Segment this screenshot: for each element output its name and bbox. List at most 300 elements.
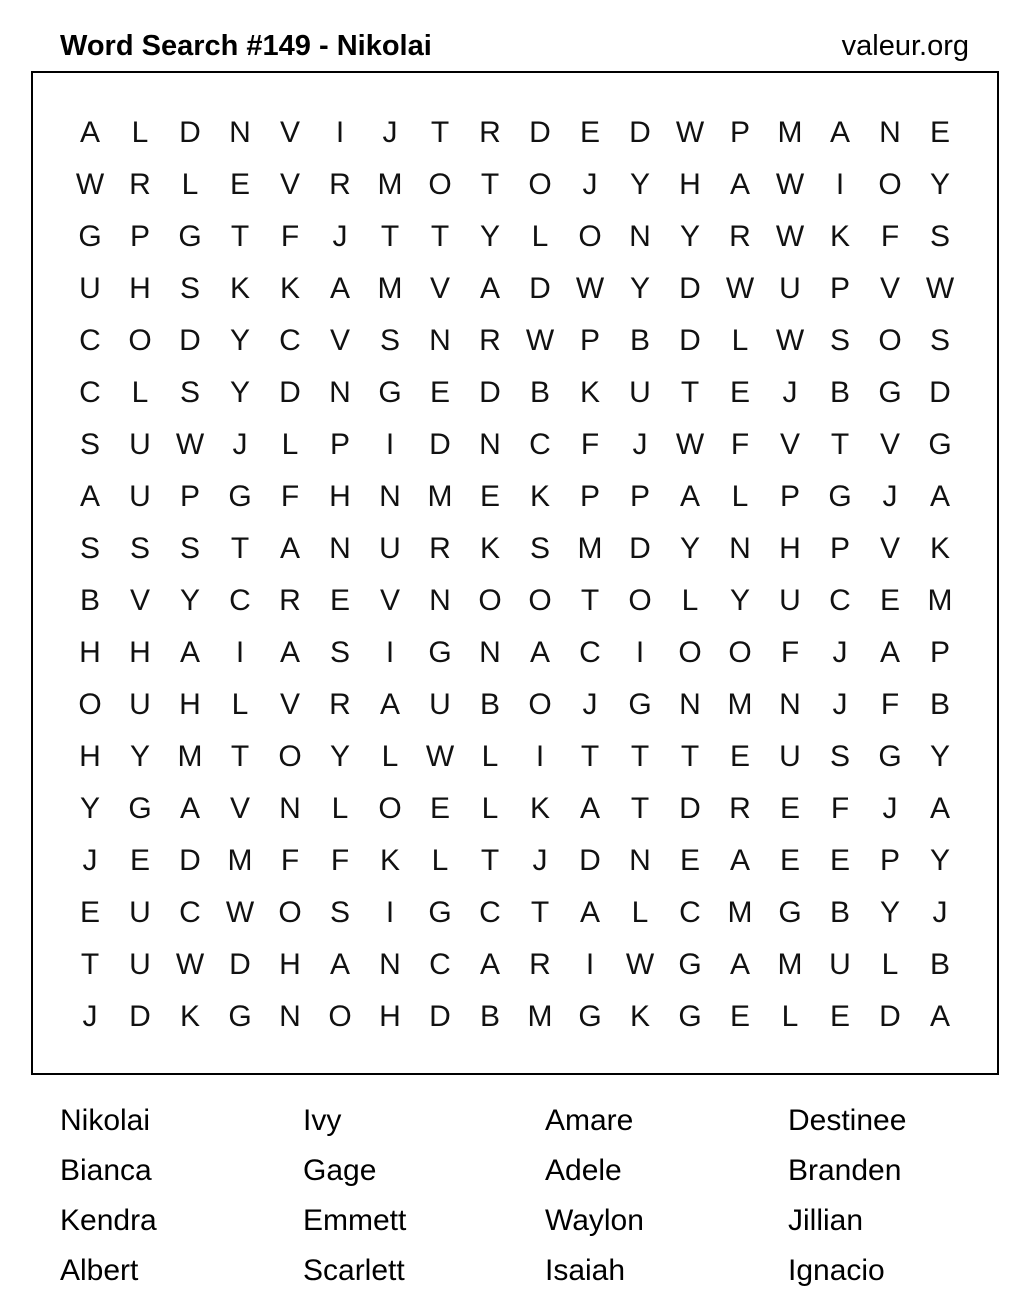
grid-letter[interactable]: G: [878, 376, 902, 409]
grid-letter[interactable]: T: [430, 220, 450, 253]
grid-letter[interactable]: D: [179, 324, 201, 357]
grid-letter[interactable]: J: [632, 428, 648, 461]
grid-letter[interactable]: T: [230, 532, 250, 565]
grid-letter[interactable]: M: [177, 740, 203, 773]
grid-letter[interactable]: N: [229, 116, 251, 149]
grid-letter[interactable]: S: [329, 896, 350, 929]
grid-letter[interactable]: W: [75, 168, 105, 201]
grid-letter[interactable]: A: [79, 480, 100, 513]
grid-letter[interactable]: S: [379, 324, 400, 357]
grid-letter[interactable]: O: [128, 324, 152, 357]
grid-letter[interactable]: O: [728, 636, 752, 669]
grid-letter[interactable]: D: [879, 1000, 901, 1033]
grid-letter[interactable]: H: [79, 740, 101, 773]
grid-letter[interactable]: S: [529, 532, 550, 565]
grid-letter[interactable]: O: [628, 584, 652, 617]
grid-letter[interactable]: G: [828, 480, 852, 513]
grid-letter[interactable]: D: [479, 376, 501, 409]
grid-letter[interactable]: S: [129, 532, 150, 565]
grid-letter[interactable]: V: [279, 168, 300, 201]
grid-letter[interactable]: V: [779, 428, 800, 461]
grid-letter[interactable]: W: [425, 740, 455, 773]
grid-letter[interactable]: L: [881, 948, 899, 981]
grid-letter[interactable]: B: [629, 324, 650, 357]
grid-letter[interactable]: G: [878, 740, 902, 773]
grid-letter[interactable]: Y: [179, 584, 200, 617]
grid-letter[interactable]: U: [129, 688, 151, 721]
grid-letter[interactable]: W: [675, 116, 705, 149]
grid-letter[interactable]: M: [727, 688, 753, 721]
grid-letter[interactable]: P: [729, 116, 750, 149]
grid-letter[interactable]: A: [579, 792, 600, 825]
grid-letter[interactable]: D: [279, 376, 301, 409]
grid-letter[interactable]: F: [280, 844, 300, 877]
grid-letter[interactable]: A: [279, 532, 300, 565]
grid-letter[interactable]: M: [577, 532, 603, 565]
grid-letter[interactable]: L: [731, 480, 749, 513]
grid-letter[interactable]: J: [582, 688, 598, 721]
grid-letter[interactable]: L: [531, 220, 549, 253]
grid-letter[interactable]: A: [879, 636, 900, 669]
grid-letter[interactable]: F: [880, 688, 900, 721]
grid-letter[interactable]: K: [629, 1000, 650, 1033]
grid-letter[interactable]: L: [681, 584, 699, 617]
grid-letter[interactable]: N: [429, 324, 451, 357]
grid-letter[interactable]: U: [129, 428, 151, 461]
grid-letter[interactable]: P: [779, 480, 800, 513]
grid-letter[interactable]: R: [479, 324, 501, 357]
grid-letter[interactable]: G: [178, 220, 202, 253]
grid-letter[interactable]: E: [479, 480, 500, 513]
grid-letter[interactable]: A: [279, 636, 300, 669]
grid-letter[interactable]: V: [429, 272, 450, 305]
grid-letter[interactable]: S: [829, 740, 850, 773]
grid-letter[interactable]: A: [579, 896, 600, 929]
grid-letter[interactable]: N: [429, 584, 451, 617]
grid-letter[interactable]: C: [79, 376, 101, 409]
grid-letter[interactable]: V: [129, 584, 150, 617]
grid-letter[interactable]: U: [779, 740, 801, 773]
grid-letter[interactable]: G: [228, 1000, 252, 1033]
grid-letter[interactable]: I: [635, 636, 645, 669]
grid-letter[interactable]: U: [129, 948, 151, 981]
grid-letter[interactable]: V: [279, 116, 300, 149]
grid-letter[interactable]: O: [878, 168, 902, 201]
grid-letter[interactable]: A: [829, 116, 850, 149]
grid-letter[interactable]: V: [229, 792, 250, 825]
grid-letter[interactable]: A: [929, 480, 950, 513]
grid-letter[interactable]: Y: [129, 740, 150, 773]
grid-letter[interactable]: O: [878, 324, 902, 357]
grid-letter[interactable]: H: [129, 636, 151, 669]
grid-letter[interactable]: F: [280, 220, 300, 253]
grid-letter[interactable]: G: [678, 948, 702, 981]
grid-letter[interactable]: C: [229, 584, 251, 617]
grid-letter[interactable]: L: [181, 168, 199, 201]
grid-letter[interactable]: E: [729, 1000, 750, 1033]
grid-letter[interactable]: Y: [729, 584, 750, 617]
grid-letter[interactable]: U: [629, 376, 651, 409]
grid-letter[interactable]: P: [329, 428, 350, 461]
grid-letter[interactable]: R: [529, 948, 551, 981]
grid-letter[interactable]: E: [129, 844, 150, 877]
grid-letter[interactable]: T: [580, 584, 600, 617]
grid-letter[interactable]: A: [729, 948, 750, 981]
grid-letter[interactable]: B: [829, 376, 850, 409]
grid-letter[interactable]: E: [829, 844, 850, 877]
grid-letter[interactable]: B: [929, 948, 950, 981]
grid-letter[interactable]: U: [129, 480, 151, 513]
grid-letter[interactable]: O: [278, 740, 302, 773]
grid-letter[interactable]: U: [379, 532, 401, 565]
grid-letter[interactable]: A: [79, 116, 100, 149]
grid-letter[interactable]: S: [329, 636, 350, 669]
grid-letter[interactable]: F: [830, 792, 850, 825]
grid-letter[interactable]: N: [279, 792, 301, 825]
grid-letter[interactable]: W: [225, 896, 255, 929]
grid-letter[interactable]: G: [928, 428, 952, 461]
grid-letter[interactable]: W: [775, 220, 805, 253]
grid-letter[interactable]: Y: [629, 168, 650, 201]
grid-letter[interactable]: P: [829, 532, 850, 565]
grid-letter[interactable]: B: [929, 688, 950, 721]
grid-letter[interactable]: A: [329, 948, 350, 981]
grid-letter[interactable]: D: [529, 116, 551, 149]
grid-letter[interactable]: L: [731, 324, 749, 357]
grid-letter[interactable]: M: [377, 168, 403, 201]
grid-letter[interactable]: M: [227, 844, 253, 877]
grid-letter[interactable]: J: [932, 896, 948, 929]
grid-letter[interactable]: E: [329, 584, 350, 617]
grid-letter[interactable]: F: [730, 428, 750, 461]
grid-letter[interactable]: O: [278, 896, 302, 929]
grid-letter[interactable]: Y: [479, 220, 500, 253]
grid-letter[interactable]: I: [335, 116, 345, 149]
grid-letter[interactable]: I: [385, 636, 395, 669]
grid-letter[interactable]: K: [229, 272, 250, 305]
grid-letter[interactable]: K: [479, 532, 500, 565]
grid-letter[interactable]: E: [429, 792, 450, 825]
grid-letter[interactable]: S: [929, 324, 950, 357]
grid-letter[interactable]: D: [429, 428, 451, 461]
grid-letter[interactable]: R: [429, 532, 451, 565]
grid-letter[interactable]: H: [679, 168, 701, 201]
grid-letter[interactable]: O: [428, 168, 452, 201]
grid-letter[interactable]: L: [281, 428, 299, 461]
grid-letter[interactable]: W: [775, 168, 805, 201]
grid-letter[interactable]: T: [480, 168, 500, 201]
grid-letter[interactable]: T: [530, 896, 550, 929]
grid-letter[interactable]: L: [481, 792, 499, 825]
grid-letter[interactable]: F: [880, 220, 900, 253]
grid-letter[interactable]: L: [781, 1000, 799, 1033]
grid-letter[interactable]: E: [229, 168, 250, 201]
grid-letter[interactable]: K: [529, 792, 550, 825]
grid-letter[interactable]: D: [179, 116, 201, 149]
grid-letter[interactable]: G: [578, 1000, 602, 1033]
grid-letter[interactable]: S: [929, 220, 950, 253]
grid-letter[interactable]: Y: [679, 532, 700, 565]
grid-letter[interactable]: C: [179, 896, 201, 929]
grid-letter[interactable]: P: [579, 480, 600, 513]
grid-letter[interactable]: A: [929, 792, 950, 825]
grid-letter[interactable]: C: [679, 896, 701, 929]
grid-letter[interactable]: R: [129, 168, 151, 201]
grid-letter[interactable]: Y: [929, 740, 950, 773]
grid-letter[interactable]: B: [79, 584, 100, 617]
grid-letter[interactable]: P: [929, 636, 950, 669]
grid-letter[interactable]: E: [429, 376, 450, 409]
grid-letter[interactable]: N: [479, 428, 501, 461]
grid-letter[interactable]: M: [777, 948, 803, 981]
grid-letter[interactable]: K: [279, 272, 300, 305]
grid-letter[interactable]: L: [131, 376, 149, 409]
grid-letter[interactable]: C: [529, 428, 551, 461]
grid-letter[interactable]: D: [579, 844, 601, 877]
grid-letter[interactable]: M: [727, 896, 753, 929]
grid-letter[interactable]: J: [532, 844, 548, 877]
grid-letter[interactable]: B: [479, 1000, 500, 1033]
grid-letter[interactable]: A: [529, 636, 550, 669]
grid-letter[interactable]: I: [385, 428, 395, 461]
grid-letter[interactable]: A: [179, 792, 200, 825]
grid-letter[interactable]: O: [378, 792, 402, 825]
grid-letter[interactable]: D: [679, 272, 701, 305]
grid-letter[interactable]: G: [678, 1000, 702, 1033]
grid-letter[interactable]: J: [332, 220, 348, 253]
grid-letter[interactable]: T: [80, 948, 100, 981]
grid-letter[interactable]: U: [79, 272, 101, 305]
grid-letter[interactable]: T: [580, 740, 600, 773]
grid-letter[interactable]: V: [879, 428, 900, 461]
grid-letter[interactable]: Y: [879, 896, 900, 929]
grid-letter[interactable]: A: [479, 948, 500, 981]
grid-letter[interactable]: P: [829, 272, 850, 305]
grid-letter[interactable]: V: [329, 324, 350, 357]
grid-letter[interactable]: O: [578, 220, 602, 253]
grid-letter[interactable]: U: [129, 896, 151, 929]
grid-letter[interactable]: A: [679, 480, 700, 513]
grid-letter[interactable]: W: [175, 428, 205, 461]
grid-letter[interactable]: W: [625, 948, 655, 981]
grid-letter[interactable]: K: [579, 376, 600, 409]
grid-letter[interactable]: N: [379, 948, 401, 981]
grid-letter[interactable]: L: [331, 792, 349, 825]
grid-letter[interactable]: P: [879, 844, 900, 877]
grid-letter[interactable]: H: [129, 272, 151, 305]
grid-letter[interactable]: T: [480, 844, 500, 877]
grid-letter[interactable]: O: [78, 688, 102, 721]
grid-letter[interactable]: S: [179, 532, 200, 565]
grid-letter[interactable]: D: [629, 532, 651, 565]
grid-letter[interactable]: R: [479, 116, 501, 149]
grid-letter[interactable]: M: [777, 116, 803, 149]
grid-letter[interactable]: D: [529, 272, 551, 305]
grid-letter[interactable]: J: [82, 1000, 98, 1033]
grid-letter[interactable]: E: [579, 116, 600, 149]
grid-letter[interactable]: L: [631, 896, 649, 929]
grid-letter[interactable]: D: [229, 948, 251, 981]
grid-letter[interactable]: A: [729, 168, 750, 201]
grid-letter[interactable]: L: [381, 740, 399, 773]
grid-letter[interactable]: R: [329, 168, 351, 201]
grid-letter[interactable]: J: [832, 636, 848, 669]
grid-letter[interactable]: K: [829, 220, 850, 253]
grid-letter[interactable]: J: [832, 688, 848, 721]
grid-letter[interactable]: G: [378, 376, 402, 409]
grid-letter[interactable]: S: [829, 324, 850, 357]
grid-letter[interactable]: C: [479, 896, 501, 929]
grid-letter[interactable]: P: [129, 220, 150, 253]
grid-letter[interactable]: Y: [229, 324, 250, 357]
grid-letter[interactable]: W: [925, 272, 955, 305]
grid-letter[interactable]: U: [829, 948, 851, 981]
grid-letter[interactable]: M: [377, 272, 403, 305]
grid-letter[interactable]: C: [829, 584, 851, 617]
grid-letter[interactable]: U: [779, 272, 801, 305]
grid-letter[interactable]: C: [429, 948, 451, 981]
grid-letter[interactable]: C: [279, 324, 301, 357]
grid-letter[interactable]: E: [929, 116, 950, 149]
grid-letter[interactable]: T: [230, 740, 250, 773]
grid-letter[interactable]: I: [585, 948, 595, 981]
grid-letter[interactable]: N: [629, 220, 651, 253]
grid-letter[interactable]: P: [579, 324, 600, 357]
grid-letter[interactable]: H: [179, 688, 201, 721]
grid-letter[interactable]: F: [330, 844, 350, 877]
grid-letter[interactable]: J: [882, 480, 898, 513]
grid-letter[interactable]: N: [629, 844, 651, 877]
grid-letter[interactable]: R: [729, 220, 751, 253]
grid-letter[interactable]: G: [778, 896, 802, 929]
grid-letter[interactable]: N: [779, 688, 801, 721]
grid-letter[interactable]: H: [79, 636, 101, 669]
grid-letter[interactable]: N: [279, 1000, 301, 1033]
grid-letter[interactable]: Y: [929, 844, 950, 877]
grid-letter[interactable]: D: [179, 844, 201, 877]
grid-letter[interactable]: J: [882, 792, 898, 825]
grid-letter[interactable]: D: [929, 376, 951, 409]
grid-letter[interactable]: S: [179, 272, 200, 305]
grid-letter[interactable]: V: [379, 584, 400, 617]
grid-letter[interactable]: G: [78, 220, 102, 253]
grid-letter[interactable]: E: [79, 896, 100, 929]
grid-letter[interactable]: W: [725, 272, 755, 305]
grid-letter[interactable]: I: [385, 896, 395, 929]
grid-letter[interactable]: S: [179, 376, 200, 409]
grid-letter[interactable]: T: [380, 220, 400, 253]
grid-letter[interactable]: J: [382, 116, 398, 149]
grid-letter[interactable]: E: [829, 1000, 850, 1033]
grid-letter[interactable]: G: [128, 792, 152, 825]
grid-letter[interactable]: W: [575, 272, 605, 305]
grid-letter[interactable]: R: [279, 584, 301, 617]
grid-letter[interactable]: E: [679, 844, 700, 877]
grid-letter[interactable]: V: [279, 688, 300, 721]
grid-letter[interactable]: N: [329, 376, 351, 409]
grid-letter[interactable]: B: [829, 896, 850, 929]
grid-letter[interactable]: Y: [929, 168, 950, 201]
grid-letter[interactable]: L: [231, 688, 249, 721]
grid-letter[interactable]: O: [528, 688, 552, 721]
grid-letter[interactable]: K: [179, 1000, 200, 1033]
grid-letter[interactable]: Y: [329, 740, 350, 773]
grid-letter[interactable]: J: [782, 376, 798, 409]
grid-letter[interactable]: N: [879, 116, 901, 149]
grid-letter[interactable]: D: [629, 116, 651, 149]
grid-letter[interactable]: Y: [79, 792, 100, 825]
grid-letter[interactable]: L: [481, 740, 499, 773]
grid-letter[interactable]: A: [729, 844, 750, 877]
grid-letter[interactable]: M: [427, 480, 453, 513]
grid-letter[interactable]: T: [680, 376, 700, 409]
grid-letter[interactable]: A: [379, 688, 400, 721]
grid-letter[interactable]: P: [179, 480, 200, 513]
grid-letter[interactable]: V: [879, 272, 900, 305]
grid-letter[interactable]: A: [479, 272, 500, 305]
grid-letter[interactable]: F: [280, 480, 300, 513]
grid-letter[interactable]: T: [630, 740, 650, 773]
grid-letter[interactable]: P: [629, 480, 650, 513]
grid-letter[interactable]: J: [82, 844, 98, 877]
grid-letter[interactable]: B: [479, 688, 500, 721]
grid-letter[interactable]: B: [529, 376, 550, 409]
grid-letter[interactable]: T: [830, 428, 850, 461]
grid-letter[interactable]: T: [230, 220, 250, 253]
grid-letter[interactable]: E: [879, 584, 900, 617]
grid-letter[interactable]: I: [535, 740, 545, 773]
grid-letter[interactable]: S: [79, 532, 100, 565]
grid-letter[interactable]: M: [527, 1000, 553, 1033]
grid-letter[interactable]: O: [678, 636, 702, 669]
grid-letter[interactable]: E: [779, 844, 800, 877]
grid-letter[interactable]: N: [479, 636, 501, 669]
grid-letter[interactable]: O: [328, 1000, 352, 1033]
grid-letter[interactable]: D: [679, 792, 701, 825]
grid-letter[interactable]: A: [929, 1000, 950, 1033]
grid-letter[interactable]: E: [779, 792, 800, 825]
grid-letter[interactable]: H: [279, 948, 301, 981]
grid-letter[interactable]: E: [729, 740, 750, 773]
grid-letter[interactable]: K: [529, 480, 550, 513]
grid-letter[interactable]: A: [179, 636, 200, 669]
grid-letter[interactable]: W: [675, 428, 705, 461]
grid-letter[interactable]: H: [379, 1000, 401, 1033]
grid-letter[interactable]: Y: [679, 220, 700, 253]
grid-letter[interactable]: Y: [629, 272, 650, 305]
grid-letter[interactable]: Y: [229, 376, 250, 409]
grid-letter[interactable]: U: [429, 688, 451, 721]
grid-letter[interactable]: G: [428, 896, 452, 929]
grid-letter[interactable]: R: [329, 688, 351, 721]
grid-letter[interactable]: K: [379, 844, 400, 877]
grid-letter[interactable]: G: [428, 636, 452, 669]
grid-letter[interactable]: V: [879, 532, 900, 565]
grid-letter[interactable]: O: [478, 584, 502, 617]
grid-letter[interactable]: C: [579, 636, 601, 669]
grid-letter[interactable]: F: [580, 428, 600, 461]
grid-letter[interactable]: K: [929, 532, 950, 565]
grid-letter[interactable]: W: [525, 324, 555, 357]
grid-letter[interactable]: T: [430, 116, 450, 149]
grid-letter[interactable]: A: [329, 272, 350, 305]
grid-letter[interactable]: F: [780, 636, 800, 669]
grid-letter[interactable]: R: [729, 792, 751, 825]
grid-letter[interactable]: N: [329, 532, 351, 565]
grid-letter[interactable]: T: [630, 792, 650, 825]
grid-letter[interactable]: N: [729, 532, 751, 565]
grid-letter[interactable]: I: [835, 168, 845, 201]
